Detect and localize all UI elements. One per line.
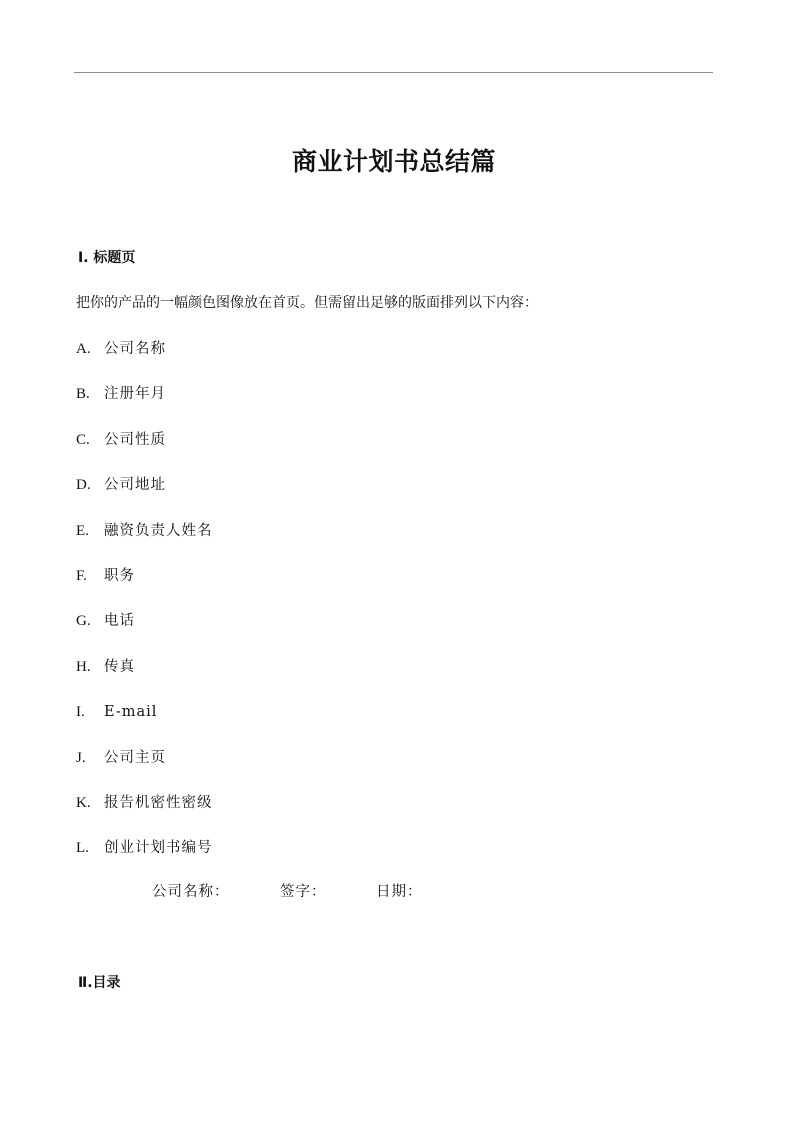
item-text: 创业计划书编号 xyxy=(104,840,213,857)
item-text: E-mail xyxy=(104,704,158,721)
list-item xyxy=(76,746,213,791)
list-item xyxy=(76,337,213,382)
item-letter: D. xyxy=(76,477,91,494)
item-text: 电话 xyxy=(104,613,135,630)
item-letter: B. xyxy=(76,386,90,403)
item-letter: C. xyxy=(76,431,90,448)
item-letter: H. xyxy=(76,658,91,675)
item-letter: K. xyxy=(76,794,91,811)
item-text: 公司主页 xyxy=(104,749,166,766)
intro-paragraph: 把你的产品的一幅颜色图像放在首页。但需留出足够的版面排列以下内容： xyxy=(76,295,538,311)
item-text: 传真 xyxy=(104,658,135,675)
list-item xyxy=(76,519,213,564)
list-item xyxy=(76,609,213,654)
item-text: 职务 xyxy=(104,567,135,584)
item-text: 报告机密性密级 xyxy=(104,794,213,811)
list-item xyxy=(76,564,213,609)
signature-date-label: 日期： xyxy=(376,884,423,900)
item-letter: G. xyxy=(76,613,91,630)
section-heading-contents: Ⅱ.目录 xyxy=(78,975,121,991)
list-item xyxy=(76,700,213,745)
list-item xyxy=(76,382,213,427)
item-text: 注册年月 xyxy=(104,386,166,403)
item-text: 公司名称 xyxy=(104,341,166,357)
item-letter: L. xyxy=(76,840,89,857)
item-text: 公司性质 xyxy=(104,431,166,448)
document-title: 商业计划书总结篇 xyxy=(291,147,496,176)
item-letter: J. xyxy=(76,749,86,766)
section-heading-title-page: Ⅰ. 标题页 xyxy=(78,250,136,266)
item-text: 融资负责人姓名 xyxy=(104,522,213,539)
list-item xyxy=(76,428,213,473)
list-item xyxy=(76,655,213,700)
signature-company-label: 公司名称： xyxy=(152,884,230,900)
item-letter: E. xyxy=(76,522,89,539)
item-letter: I. xyxy=(76,704,85,721)
header-divider xyxy=(74,72,713,73)
item-letter: A. xyxy=(76,341,91,357)
item-letter: F. xyxy=(76,567,87,584)
list-item xyxy=(76,473,213,518)
list-item xyxy=(76,791,213,836)
list-item xyxy=(76,836,213,881)
signature-sign-label: 签字： xyxy=(280,884,327,900)
item-text: 公司地址 xyxy=(104,477,166,494)
title-page-item-list xyxy=(76,337,213,882)
